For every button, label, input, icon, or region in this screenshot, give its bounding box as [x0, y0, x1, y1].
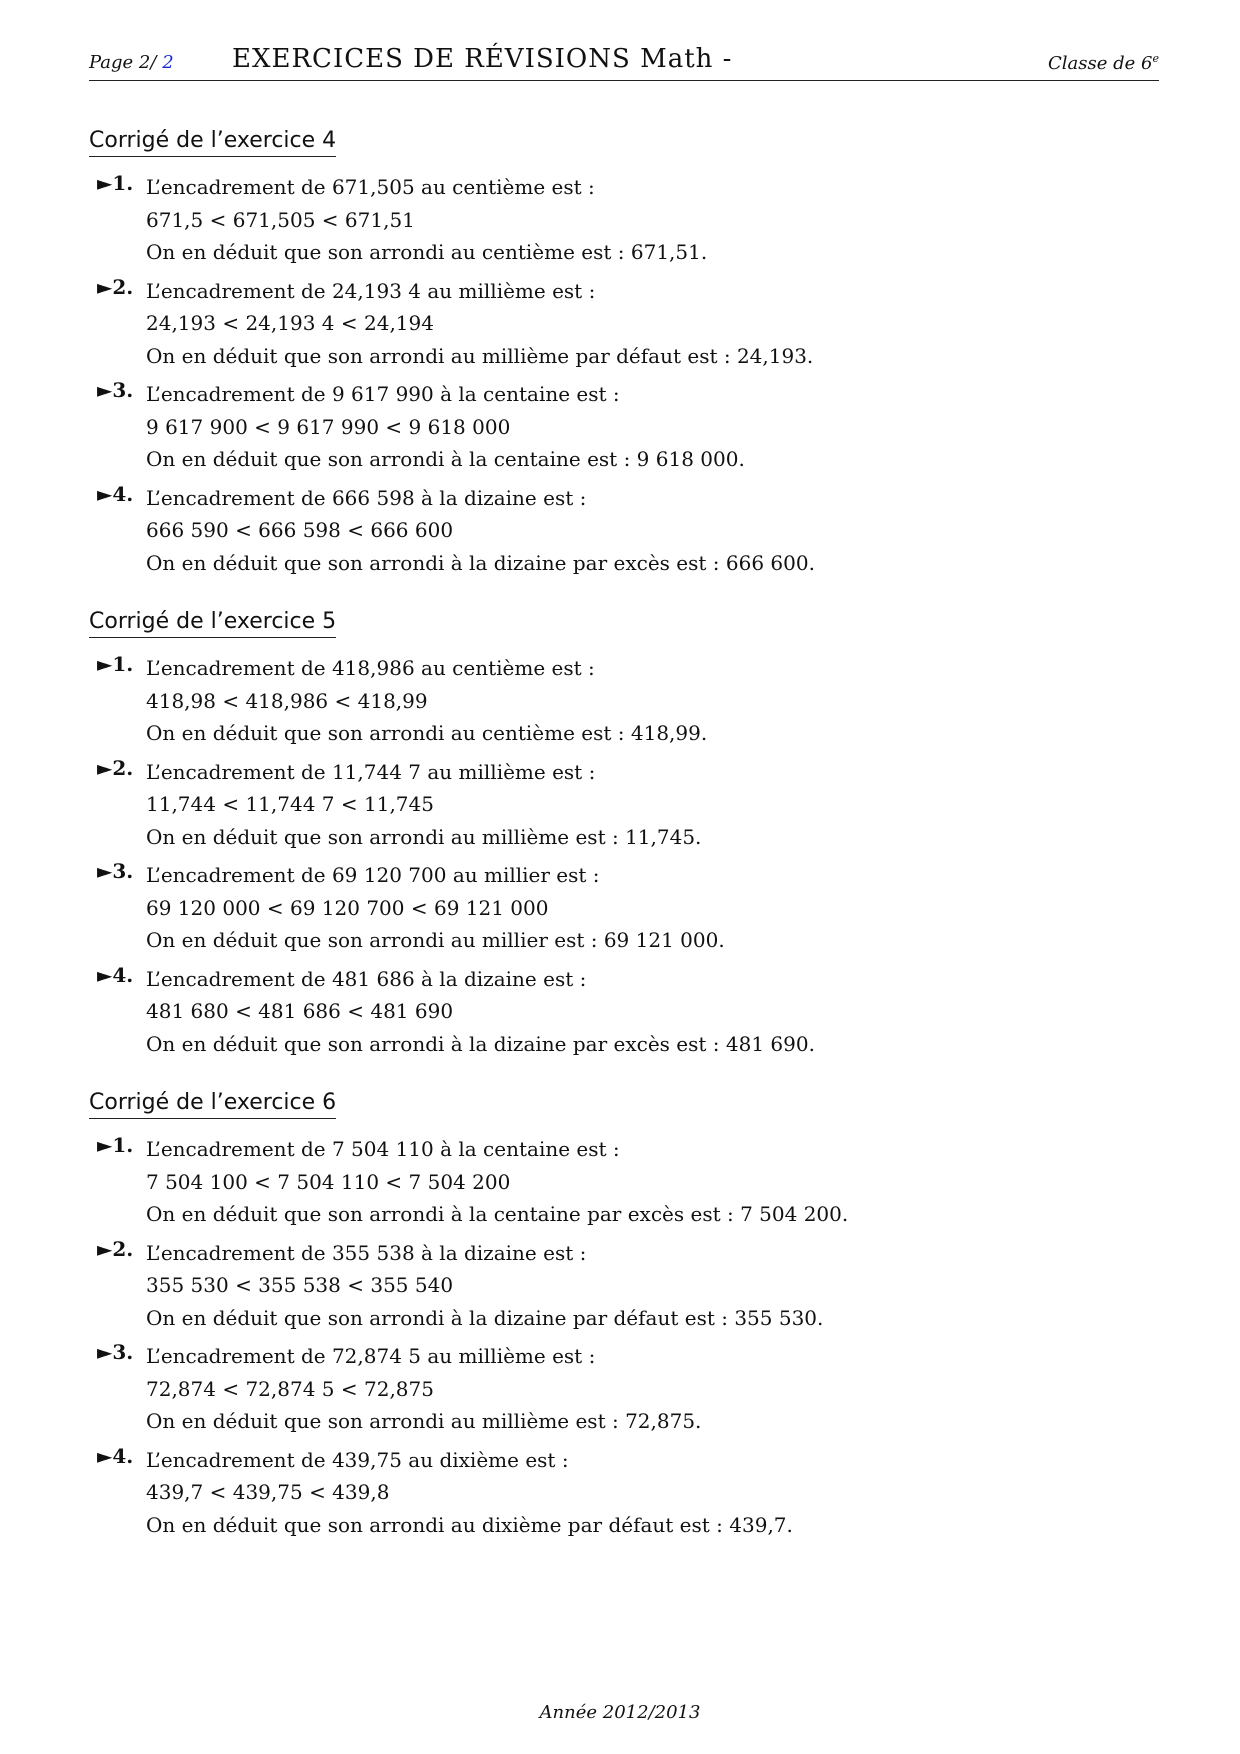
- item-marker: ►3.: [97, 859, 134, 883]
- item-conclusion: On en déduit que son arrondi au centième est : 418,99.: [146, 721, 708, 745]
- item-statement: L’encadrement de 481 686 à la dizaine est :: [146, 966, 587, 991]
- item-conclusion: On en déduit que son arrondi au dixième par défaut est : 439,7.: [146, 1512, 793, 1537]
- item-marker: ►1.: [97, 171, 134, 195]
- item-inequality: 418,98 < 418,986 < 418,99: [146, 688, 428, 713]
- item-statement: L’encadrement de 671,505 au centième est :: [146, 175, 595, 199]
- answer-item: [89, 1340, 1159, 1438]
- item-statement: L’encadrement de 69 120 700 au millier est :: [146, 863, 600, 887]
- answer-item: [89, 1444, 1159, 1542]
- item-conclusion: On en déduit que son arrondi au centième est : 671,51.: [146, 240, 708, 264]
- item-inequality: 481 680 < 481 686 < 481 690: [146, 999, 454, 1023]
- class-text: Classe de 6: [1048, 53, 1153, 74]
- document-title: EXERCICES DE RÉVISIONS Math -: [232, 44, 733, 74]
- item-marker: ►4.: [97, 962, 134, 987]
- answer-item: [89, 378, 1159, 476]
- item-conclusion: On en déduit que son arrondi au millier est : 69 121 000.: [146, 928, 725, 952]
- page-footer: Année 2012/2013: [539, 1702, 701, 1723]
- answer-item: [89, 1133, 1159, 1231]
- item-statement: L’encadrement de 11,744 7 au millième est :: [146, 759, 596, 784]
- page-number: [89, 52, 174, 73]
- item-statement: L’encadrement de 24,193 4 au millième est :: [146, 278, 596, 303]
- item-conclusion: On en déduit que son arrondi à la centaine est : 9 618 000.: [146, 447, 745, 471]
- answer-item: [89, 963, 1159, 1061]
- item-marker: ►2.: [97, 274, 134, 299]
- content: [89, 128, 1159, 1571]
- page-link[interactable]: 2: [162, 52, 174, 73]
- correction-section: [89, 1090, 1159, 1541]
- item-inequality: 72,874 < 72,874 5 < 72,875: [146, 1376, 434, 1401]
- item-inequality: 666 590 < 666 598 < 666 600: [146, 518, 454, 542]
- item-statement: L’encadrement de 439,75 au dixième est :: [146, 1447, 569, 1472]
- item-inequality: 11,744 < 11,744 7 < 11,745: [146, 792, 434, 816]
- answer-item: [89, 482, 1159, 580]
- item-conclusion: On en déduit que son arrondi au millième est : 72,875.: [146, 1409, 702, 1433]
- item-conclusion: On en déduit que son arrondi au millième par défaut est : 24,193.: [146, 343, 814, 368]
- item-marker: ►4.: [97, 1443, 134, 1468]
- class-label: [1048, 52, 1159, 74]
- answer-item: [89, 652, 1159, 750]
- answer-item: [89, 171, 1159, 269]
- item-inequality: 9 617 900 < 9 617 990 < 9 618 000: [146, 414, 511, 439]
- section-title: Corrigé de l’exercice 5: [89, 609, 336, 638]
- answer-item: [89, 756, 1159, 854]
- item-inequality: 24,193 < 24,193 4 < 24,194: [146, 311, 434, 335]
- item-marker: ►1.: [97, 1133, 134, 1157]
- item-marker: ►2.: [97, 1236, 134, 1261]
- item-statement: L’encadrement de 666 598 à la dizaine est :: [146, 485, 587, 510]
- item-marker: ►4.: [97, 481, 134, 506]
- item-statement: L’encadrement de 72,874 5 au millième est :: [146, 1344, 596, 1368]
- item-conclusion: On en déduit que son arrondi au millième est : 11,745.: [146, 824, 702, 849]
- item-statement: L’encadrement de 9 617 990 à la centaine est :: [146, 382, 620, 406]
- item-conclusion: On en déduit que son arrondi à la dizaine par défaut est : 355 530.: [146, 1305, 824, 1330]
- section-title: Corrigé de l’exercice 6: [89, 1090, 336, 1119]
- item-inequality: 69 120 000 < 69 120 700 < 69 121 000: [146, 895, 549, 920]
- answer-item: [89, 275, 1159, 373]
- answer-item: [89, 859, 1159, 957]
- answer-item: [89, 1237, 1159, 1335]
- item-inequality: 355 530 < 355 538 < 355 540: [146, 1273, 454, 1297]
- item-marker: ►3.: [97, 378, 134, 402]
- item-statement: L’encadrement de 418,986 au centième est :: [146, 656, 595, 680]
- page-prefix: Page 2/: [89, 52, 157, 73]
- page-header: [89, 42, 1159, 81]
- item-conclusion: On en déduit que son arrondi à la dizaine par excès est : 666 600.: [146, 550, 815, 575]
- item-marker: ►2.: [97, 755, 134, 780]
- section-title: Corrigé de l’exercice 4: [89, 128, 336, 157]
- item-statement: L’encadrement de 7 504 110 à la centaine est :: [146, 1137, 620, 1161]
- item-conclusion: On en déduit que son arrondi à la centaine par excès est : 7 504 200.: [146, 1202, 849, 1226]
- item-marker: ►3.: [97, 1340, 134, 1364]
- item-statement: L’encadrement de 355 538 à la dizaine est :: [146, 1240, 587, 1265]
- item-conclusion: On en déduit que son arrondi à la dizaine par excès est : 481 690.: [146, 1031, 815, 1056]
- correction-section: [89, 128, 1159, 579]
- correction-section: [89, 609, 1159, 1060]
- class-superscript: e: [1152, 52, 1159, 65]
- item-inequality: 7 504 100 < 7 504 110 < 7 504 200: [146, 1169, 511, 1194]
- item-inequality: 671,5 < 671,505 < 671,51: [146, 207, 415, 232]
- item-marker: ►1.: [97, 652, 134, 676]
- item-inequality: 439,7 < 439,75 < 439,8: [146, 1480, 390, 1504]
